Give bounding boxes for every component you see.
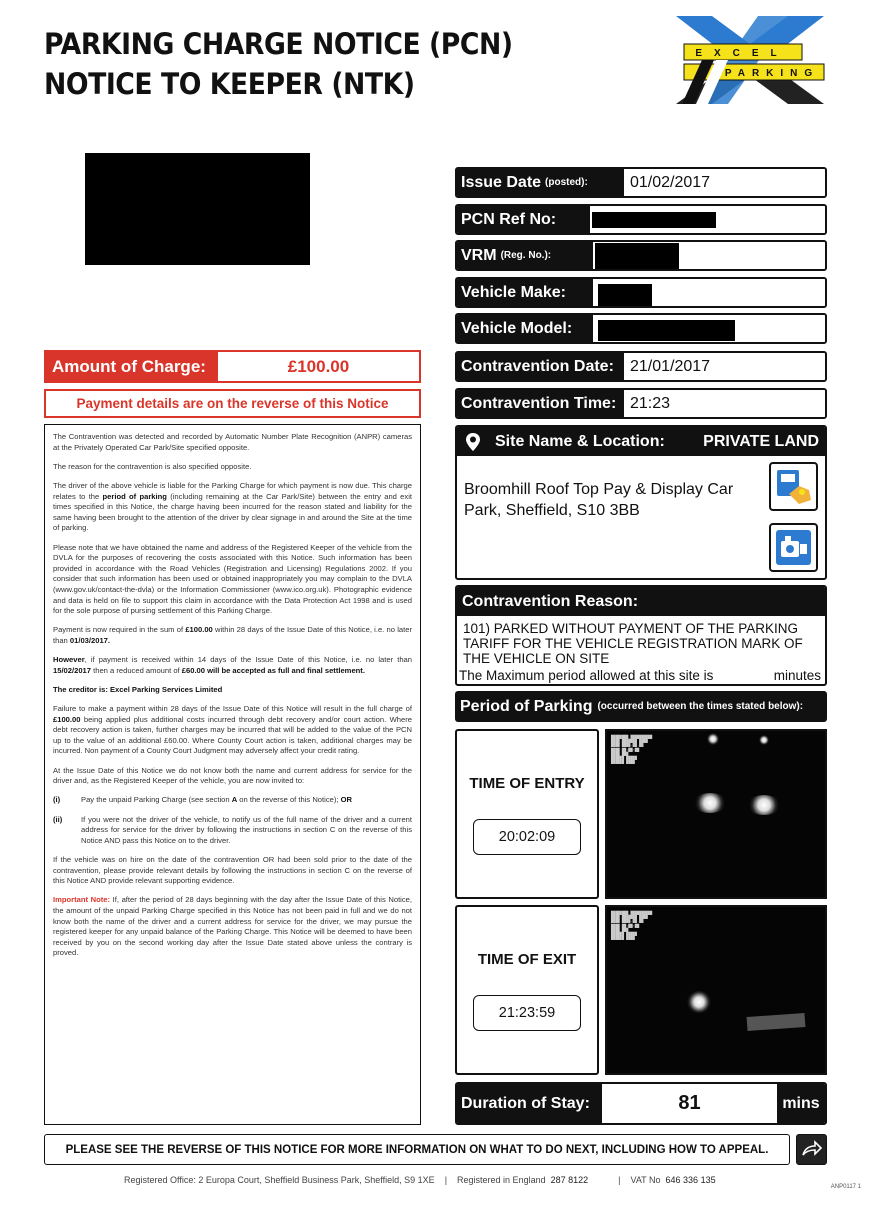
body-paragraph: At the Issue Date of this Notice we do not know both the name and current address for service for the driver and, as the Registered Keeper of the vehicle, you are now invited to: xyxy=(53,765,412,786)
redacted-vehicle-model xyxy=(598,320,735,341)
period-small: (occurred between the times stated below): xyxy=(597,701,804,712)
camera-data-overlay: ████████ ██████████ ████ ███████ ████ ████ ████-██-██ ████ ██:██:██ ████ ███ ██████ █████ ██████ ████ xyxy=(611,911,653,941)
contravention-time-label: Contravention Time: xyxy=(461,394,617,412)
logo-word-parking: PARKING xyxy=(724,68,820,79)
contravention-date-label: Contravention Date: xyxy=(461,357,614,375)
light-spot xyxy=(707,733,719,745)
vrm-label: VRM xyxy=(461,246,497,264)
entry-camera-image xyxy=(605,729,827,899)
contravention-reason-box xyxy=(455,585,827,686)
registered-number: 287 8122 xyxy=(550,1175,589,1185)
vehicle-model-row xyxy=(455,313,827,344)
land-type: PRIVATE LAND xyxy=(703,432,819,450)
issue-date-label: Issue Date xyxy=(461,173,542,191)
vrm-small: (Reg. No.): xyxy=(500,250,552,261)
vat-label: VAT No xyxy=(630,1175,661,1185)
amount-value: £100.00 xyxy=(287,356,350,376)
payment-details-note: Payment details are on the reverse of this Notice xyxy=(44,389,421,418)
duration-value: 81 xyxy=(602,1084,777,1123)
redacted-vrm xyxy=(595,243,679,270)
registered-label: Registered in England xyxy=(457,1175,546,1185)
pcn-ref-row xyxy=(455,204,827,235)
issue-date-value: 01/02/2017 xyxy=(624,169,825,196)
vrm-row xyxy=(455,240,827,271)
body-paragraph: Please note that we have obtained the name and address of the Registered Keeper of the vehicle from the DVLA for the purposes of recovering the costs associated with this Notice. Such information has been provided in accordance with the Road Vehicles (Registration and Licensing) Regulations 2002. If you consider that such information has been used or obtained inappropriately you may complain to the DVLA (www.gov.uk/contact-the-dvla) or the Information Commissioner (www.ico.org.uk). Photographic evidence and data is held on file to support this claim in accordance with the Data Protection Act 1998 and is used for the sole purpose of pursing settlement of this Parking Charge. xyxy=(53,542,412,616)
redacted-pcn-ref xyxy=(592,212,716,228)
pay-and-display-icon xyxy=(769,462,818,511)
body-paragraph: If the vehicle was on hire on the date of the contravention OR had been sold prior to the date of the contravention, please provide relevant details by following the instructions in section C on the reverse of this Notice AND provide relevant supporting evidence. xyxy=(53,854,412,886)
entry-label: TIME OF ENTRY xyxy=(469,775,585,792)
registered-office: Registered Office: 2 Europa Court, Sheffield Business Park, Sheffield, S9 1XE xyxy=(124,1175,435,1185)
contravention-date-value: 21/01/2017 xyxy=(624,353,825,380)
amount-label: Amount of Charge: xyxy=(46,352,218,381)
pcn-ref-label: PCN Ref No: xyxy=(461,210,557,228)
site-address: Broomhill Roof Top Pay & Display Car Park, Sheffield, S10 3BB xyxy=(464,481,734,519)
title-line-2: NOTICE TO KEEPER (NTK) xyxy=(44,67,415,101)
amount-of-charge xyxy=(44,350,421,383)
camera-data-overlay: ████████ ██████████ ████ ███████ ████ ████ ████-██-██ ████ ██:██:██ ████ ███ ██████ █████ ██████ ████ xyxy=(611,735,653,765)
contravention-date-row xyxy=(455,351,827,382)
notice-body-text xyxy=(44,424,421,1125)
contravention-time-row xyxy=(455,388,827,419)
vehicle-make-row xyxy=(455,277,827,308)
redacted-keeper-address xyxy=(85,153,310,265)
headlight xyxy=(747,795,781,815)
title-line-1: PARKING CHARGE NOTICE (PCN) xyxy=(44,27,513,61)
pcn-ref-value xyxy=(590,206,825,233)
vehicle-make-label: Vehicle Make: xyxy=(461,283,566,301)
option-i: (i) Pay the unpaid Parking Charge (see section A on the reverse of this Notice); OR xyxy=(53,795,352,805)
exit-camera-image xyxy=(605,905,827,1075)
headlight xyxy=(693,793,727,813)
vehicle-model-label: Vehicle Model: xyxy=(461,319,573,337)
location-pin-icon xyxy=(463,432,483,452)
period-of-parking-header xyxy=(455,691,827,722)
issue-date-small: (posted): xyxy=(545,177,588,188)
time-of-exit-box xyxy=(455,905,599,1075)
option-ii: (ii) If you were not the driver of the vehicle, to notify us of the full name of the driver and a current address for service for the driver by following the instructions in section C on the reverse of this Notice AND pass this Notice on to the driver. xyxy=(53,814,412,845)
body-paragraph: However, if payment is received within 14 days of the Issue Date of this Notice, i.e. no later than 15/02/2017 then a reduced amount of £60.00 will be accepted as full and final settlement. xyxy=(53,655,412,675)
logo-word-excel: EXCEL xyxy=(695,48,789,59)
duration-label: Duration of Stay: xyxy=(457,1084,602,1123)
site-label: Site Name & Location: xyxy=(495,432,665,450)
reason-text: 101) PARKED WITHOUT PAYMENT OF THE PARKING TARIFF FOR THE VEHICLE REGISTRATION MARK OF THE VEHICLE ON SITE xyxy=(463,621,803,666)
body-paragraph: Payment is now required in the sum of £100.00 within 28 days of the Issue Date of this Notice, i.e. no later than 01/03/2017. xyxy=(53,625,412,645)
reason-label: Contravention Reason: xyxy=(457,587,825,616)
entry-time: 20:02:09 xyxy=(473,819,581,855)
vehicle-model-value xyxy=(593,315,825,342)
anpr-camera-icon xyxy=(769,523,818,572)
site-location-box xyxy=(455,425,827,580)
duration-of-stay xyxy=(455,1082,827,1125)
document-reference: ANP0117 1 xyxy=(830,1184,861,1190)
share-arrow-icon xyxy=(796,1134,827,1165)
time-of-entry-box xyxy=(455,729,599,899)
contravention-time-value: 21:23 xyxy=(624,390,825,417)
creditor-line: The creditor is: Excel Parking Services Limited xyxy=(53,684,223,694)
vrm-value xyxy=(593,242,825,269)
vat-number: 646 336 135 xyxy=(665,1175,716,1185)
max-period: The Maximum period allowed at this site is minutes xyxy=(459,668,821,683)
body-paragraph: The driver of the above vehicle is liable for the Parking Charge for which payment is now due. This charge relates to the period of parking (including remaining at the Car Park/Site) between the entry and exit times specified in this Notice, the charge having been incurred for the reason stated and liability for the same having been brought to the attention of the driver by clear signage in and around the Site at the time of parking. xyxy=(53,480,412,533)
number-plate xyxy=(747,1013,806,1031)
notice-title xyxy=(44,24,513,104)
redacted-vehicle-make xyxy=(598,284,652,307)
issue-date-row xyxy=(455,167,827,198)
body-paragraph: Failure to make a payment within 28 days of the Issue Date of this Notice will result in the full charge of £100.00 being applied plus additional costs incurred through debt recovery and/or court action. Where debt recovery action is taken, further charges may be incurred that will be added to the value of the PCN up to the value of an additional £60.00. Where County Court action is taken, additional charges may be incurred. Non payment of a County Court Judgment may adversely affect your credit rating. xyxy=(53,704,412,756)
exit-time: 21:23:59 xyxy=(473,995,581,1031)
body-paragraph: The reason for the contravention is also specified opposite. xyxy=(53,461,252,471)
important-note: Important Note: If, after the period of 28 days beginning with the day after the Issue Date of this Notice, the amount of the unpaid Parking Charge specified in this Notice has not been paid in full and we do not know both the name of the driver and a current address for service for the driver, we may pursue the registered keeper for any unpaid balance of the Parking Charge. This Notice will be deemed to have been received by you on the second working day after the Issue Date stated above unless the contrary is proved. xyxy=(53,895,412,958)
headlight xyxy=(687,991,711,1013)
excel-parking-logo xyxy=(672,14,828,106)
footer: Registered Office: 2 Europa Court, Sheffield Business Park, Sheffield, S9 1XE | Registered in England 287 8122 | VAT No 646 336 135 xyxy=(124,1175,716,1185)
duration-unit: mins xyxy=(777,1084,825,1123)
vehicle-make-value xyxy=(593,279,825,306)
light-spot xyxy=(759,735,769,745)
body-paragraph: The Contravention was detected and recorded by Automatic Number Plate Recognition (ANPR) cameras at the Privately Operated Car Park/Site specified opposite. xyxy=(53,432,412,452)
period-label: Period of Parking xyxy=(460,697,593,715)
see-reverse-note: PLEASE SEE THE REVERSE OF THIS NOTICE FOR MORE INFORMATION ON WHAT TO DO NEXT, INCLUDING HOW TO APPEAL. xyxy=(44,1134,790,1165)
exit-label: TIME OF EXIT xyxy=(477,951,577,968)
